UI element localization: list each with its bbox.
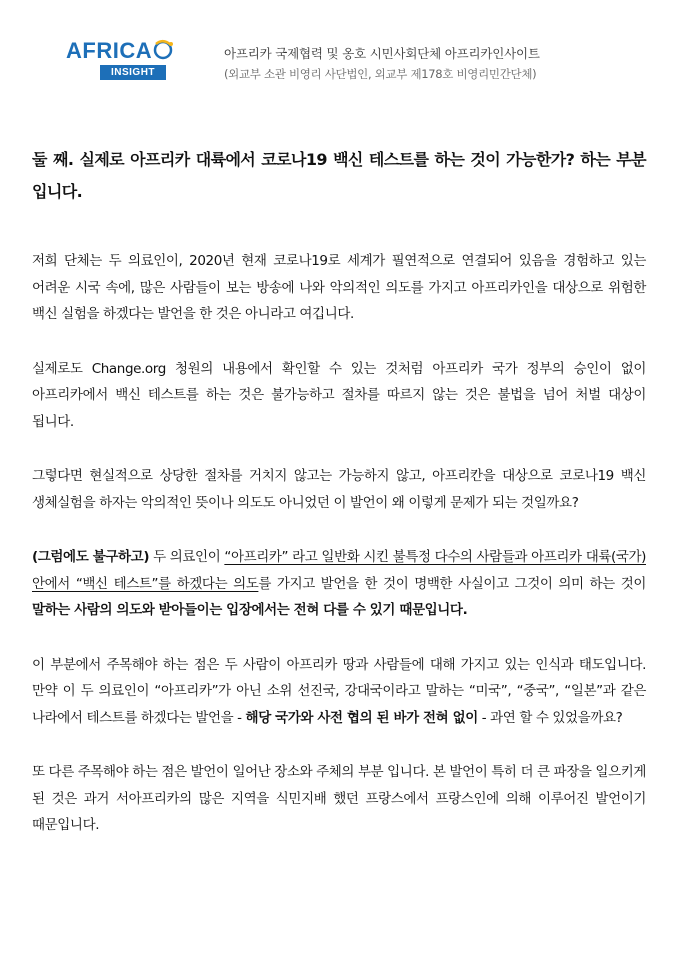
text-run: - 과연 할 수 있었을까요? [477, 709, 623, 726]
logo-wordmark: AFRICA [66, 38, 153, 63]
paragraph-2: 실제로도 Change.org 청원의 내용에서 확인할 수 있는 것처럼 아프리카 국가 정부의 승인이 없이 아프리카에서 백신 테스트를 하는 것은 불가능하고 절차를 따르지 않는 것은 불법을 넘어 처벌 대상이 됩니다. [32, 360, 646, 430]
bold-phrase: (그럼에도 불구하고) [32, 549, 150, 565]
underlined-phrase: “아프리카” 라고 일반화 시킨 불특정 다수의 사람들과 아프리카 대륙(국가) 안에서 “백신 테스트”를 하겠다는 의도 [32, 549, 646, 592]
globe-icon [152, 39, 174, 61]
paragraph-3: 그렇다면 현실적으로 상당한 절차를 거치지 않고는 가능하지 않고, 아프리칸을 대상으로 코로나19 백신 생체실험을 하자는 악의적인 뜻이나 의도도 아니었던 이 발언이 왜 이렇게 문제가 되는 것일까요? [32, 468, 646, 511]
paragraph-4 [32, 544, 646, 624]
document-body [32, 144, 646, 867]
logo-subtitle: INSIGHT [100, 65, 166, 80]
paragraph-1: 저희 단체는 두 의료인이, 2020년 현재 코로나19로 세계가 필연적으로 연결되어 있음을 경험하고 있는 어려운 시국 속에, 많은 사람들이 보는 방송에 나와 악의적인 의도를 가지고 아프리카인을 대상으로 위험한 백신 실험을 하겠다는 발언을 한 것은 아니라고 여깁니다. [32, 253, 646, 322]
bold-phrase: 해당 국가와 사전 협의 된 바가 전혀 없이 [245, 709, 478, 726]
africa-insight-logo[interactable] [66, 38, 176, 86]
organization-note: (외교부 소관 비영리 사단법인, 외교부 제178호 비영리민간단체) [224, 67, 537, 81]
paragraph-5 [32, 652, 646, 732]
text-run: 이 부분에서 주목해야 하는 점은 두 사람이 아프리카 땅과 사람들에 대해 가지고 있는 인식과 태도입니다. 만약 이 두 의료인이 “아프리카”가 아닌 소위 선진국, 강대국이라고 말하는 “미국”, “중국”, “일본”과 같은 나라에서 테스트를 하겠다는 발언을 - [32, 656, 646, 726]
paragraph-6: 또 다른 주목해야 하는 점은 발언이 일어난 장소와 주체의 부분 입니다. 본 발언이 특히 더 큰 파장을 일으키게 된 것은 과거 서아프리카의 많은 지역을 식민지배 했던 프랑스에서 프랑스인에 의해 이루어진 발언이기 때문입니다. [32, 764, 646, 833]
section-title: 둘 째. 실제로 아프리카 대륙에서 코로나19 백신 테스트를 하는 것이 가능한가? 하는 부분입니다. [32, 150, 646, 201]
organization-name: 아프리카 국제협력 및 옹호 시민사회단체 아프리카인사이트 [224, 46, 540, 61]
text-run: 를 가지고 발언을 한 것이 명백한 사실이고 그것이 의미 하는 것이 [258, 575, 647, 592]
text-run: 두 의료인이 [149, 549, 225, 565]
page-header [0, 0, 679, 110]
bold-phrase: 말하는 사람의 의도와 받아들이는 입장에서는 전혀 다를 수 있기 때문입니다. [32, 602, 468, 618]
